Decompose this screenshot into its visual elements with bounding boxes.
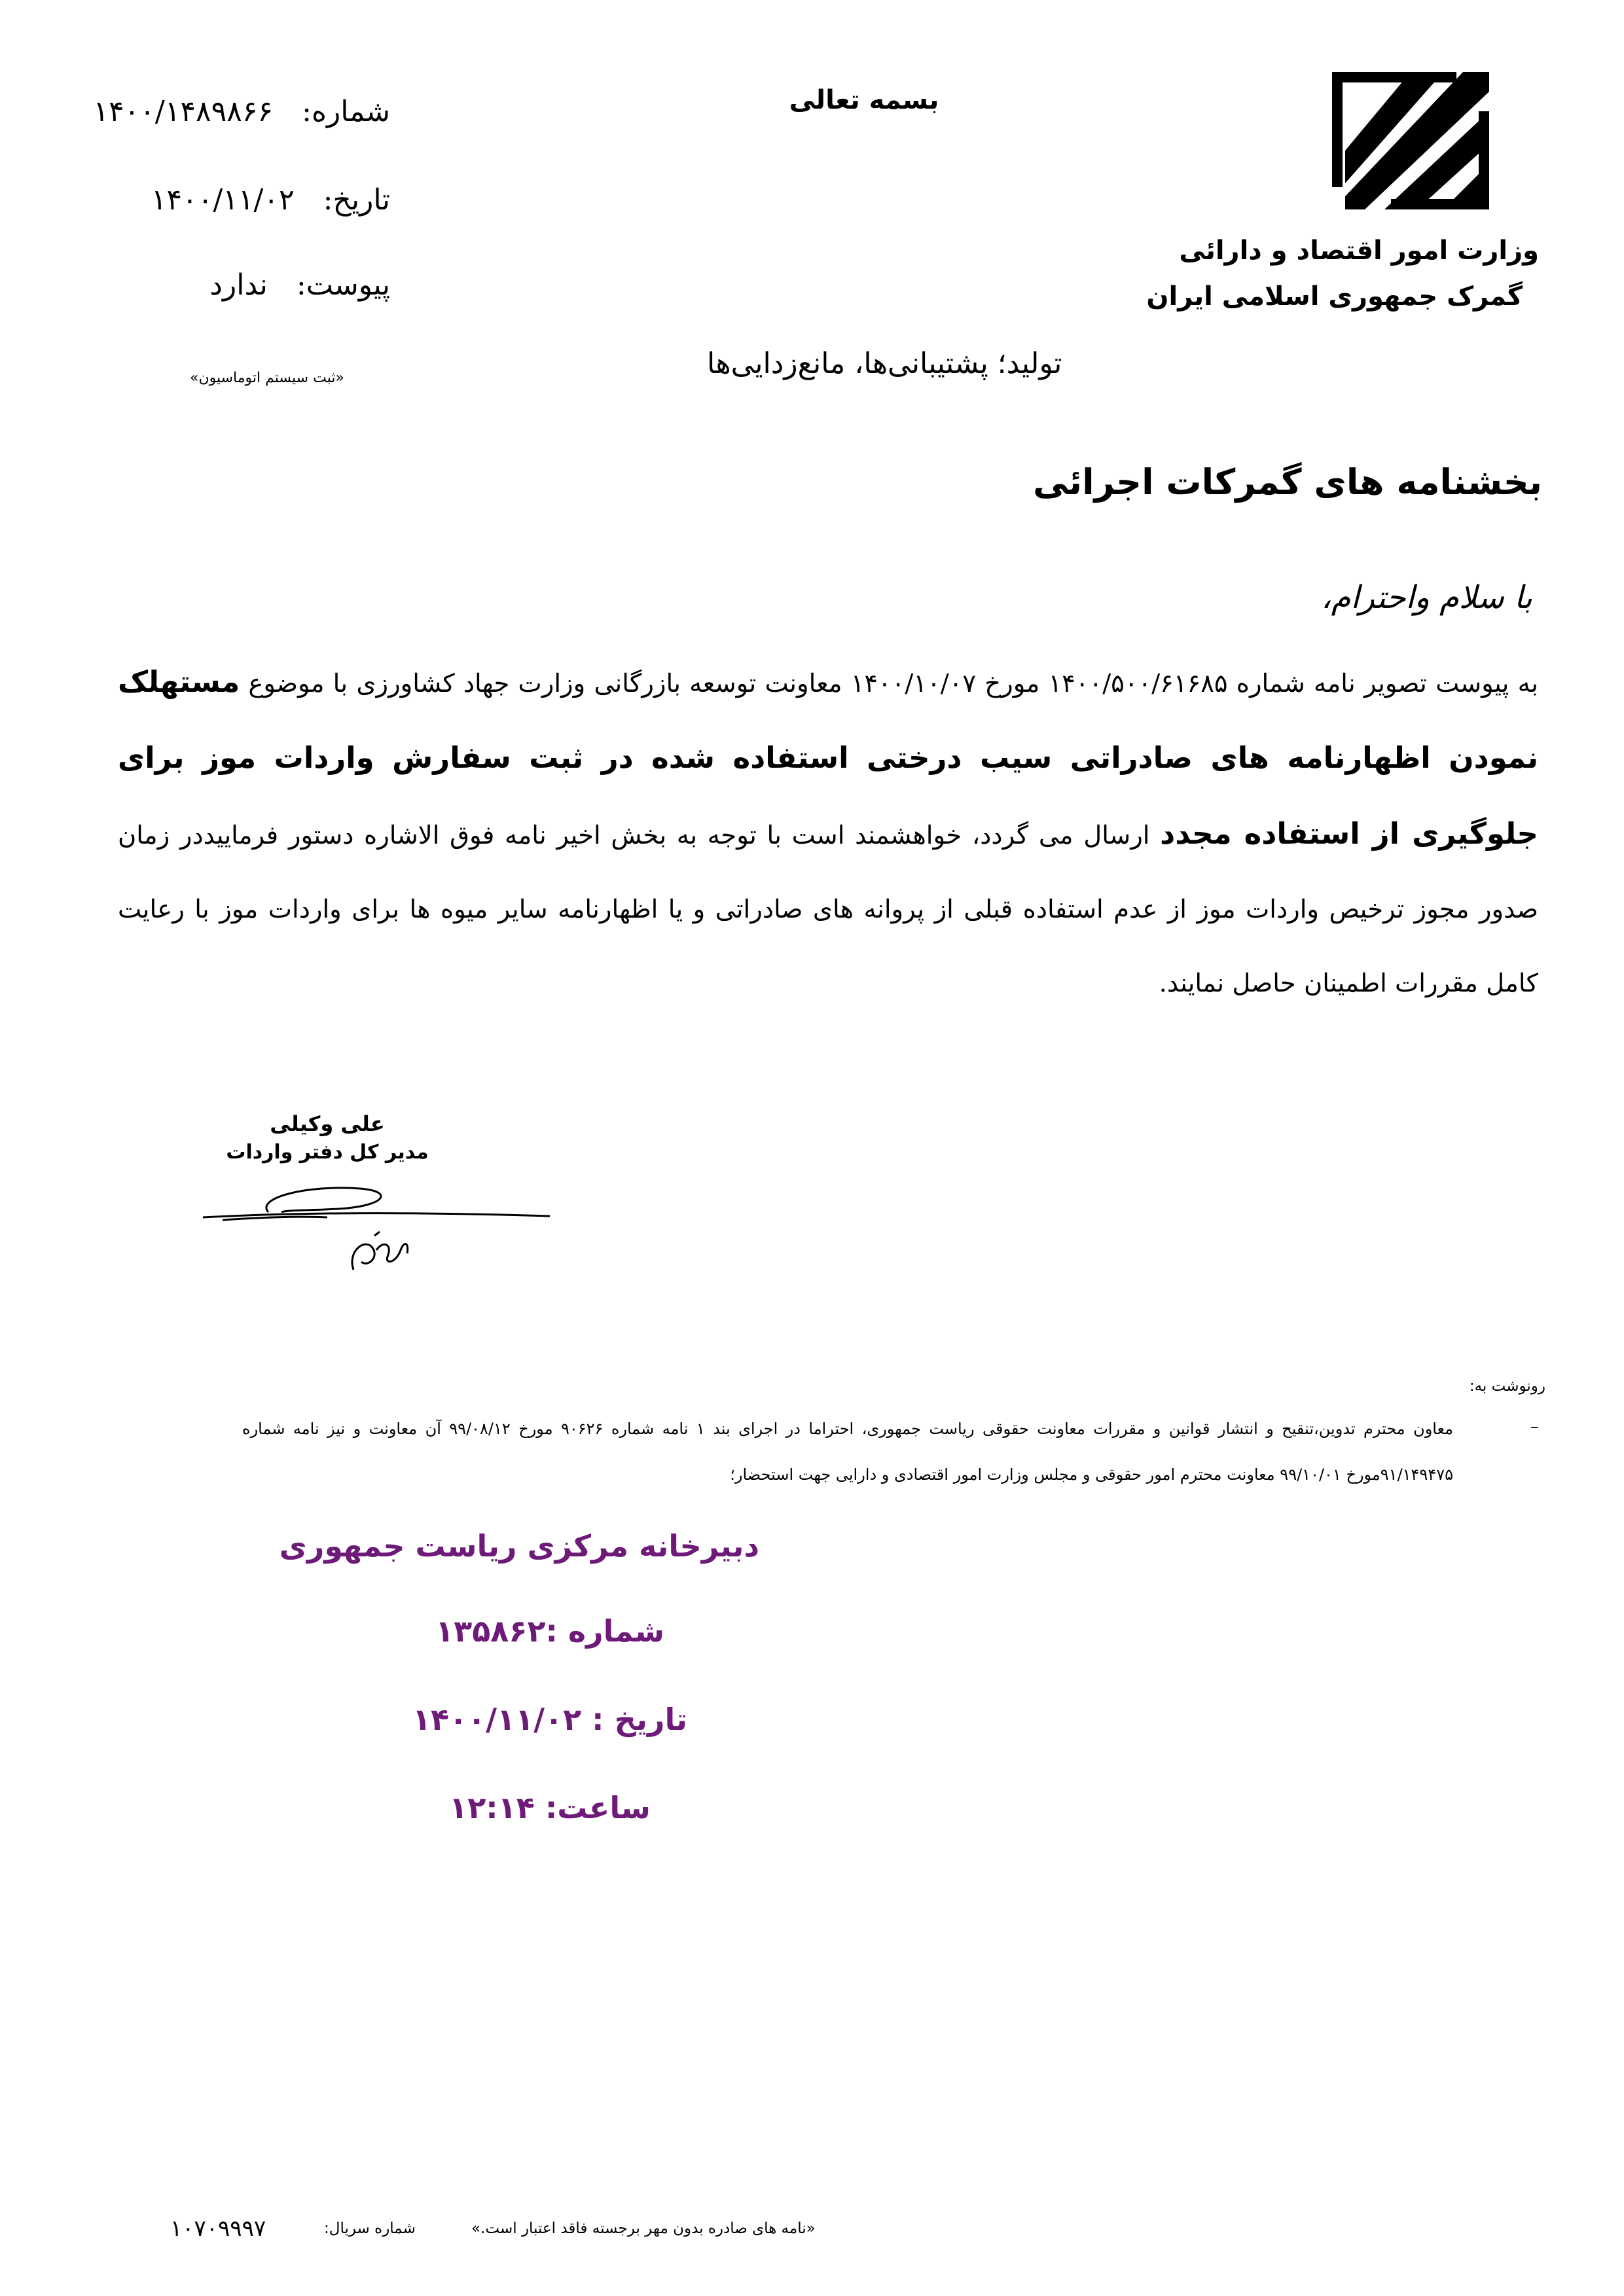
ministry-name: وزارت امور اقتصاد و دارائی [1179,236,1539,266]
classification-slogan: تولید؛ پشتیبانی‌ها، مانع‌زدایی‌ها [707,347,1062,380]
attachment-label: پیوست: [296,268,390,302]
footer-serial-label: شماره سریال: [324,2220,416,2237]
stamp-title: دبیرخانه مرکزی ریاست جمهوری [279,1528,759,1564]
basmala: بسمه تعالی [789,85,939,115]
footer-serial-value: ۱۰۷۰۹۹۹۷ [170,2215,266,2242]
stamp-date: تاریخ : ۱۴۰۰/۱۱/۰۲ [412,1702,688,1737]
letter-number-row [93,95,390,128]
signer-block [196,1109,458,1167]
customs-name: گمرک جمهوری اسلامی ایران [1146,281,1523,312]
greeting: با سلام واحترام، [1321,579,1532,616]
automation-registration-note: «ثبت سیستم اتوماسیون» [190,370,344,386]
letter-body [118,645,1538,1020]
attachment-value: ندارد [209,268,268,302]
handwritten-signature [196,1172,563,1276]
iran-customs-logo-icon [1332,72,1489,209]
body-part-1: به پیوست تصویر نامه شماره ۱۴۰۰/۵۰۰/۶۱۶۸۵ مورخ ۱۴۰۰/۱۰/۰۷ معاونت توسعه بازرگانی وزارت جهاد کشاورزی با موضوع [240,669,1538,698]
footer-validity-note: «نامه های صادره بدون مهر برجسته فاقد اعتبار است.» [471,2220,816,2237]
body-part-2: ارسال می گردد، خواهشمند است با توجه به بخش اخیر نامه فوق الاشاره دستور فرمایید‌در زمان صدور مجوز ترخیص واردات موز از عدم استفاده قبلی از پروانه های صادراتی و یا اظهارنامه سایر میوه ها برای واردات موز با رعایت کامل مقررات اطمینان حاصل نمایند. [118,821,1538,998]
body-subject: مستهلک نمودن اظهارنامه های صادراتی سیب درختی استفاده شده در ثبت سفارش واردات موز برای جلوگیری از استفاده مجدد [118,664,1538,851]
signer-name: علی وکیلی [270,1111,385,1136]
cc-title: رونوشت به: [1469,1378,1545,1395]
page-title: بخشنامه های گمرکات اجرائی [1033,461,1542,503]
letter-date-value: ۱۴۰۰/۱۱/۰۲ [151,183,295,217]
signer-title: مدیر کل دفتر واردات [226,1141,429,1164]
letter-number-value: ۱۴۰۰/۱۴۸۹۸۶۶ [93,95,274,128]
letter-number-label: شماره: [302,95,390,128]
attachment-row [209,268,390,302]
cc-recipient-text: معاون محترم تدوین،تنقیح و انتشار قوانین و مقررات معاونت حقوقی ریاست جمهوری، احتراما در اجرای بند ۱ نامه شماره ۹۰۶۲۶ مورخ ۹۹/۰۸/۱۲ آن معاونت و نیز نامه شماره ۹۱/۱۴۹۴۷۵مورخ ۹۹/۱۰/۰۱ معاونت محترم امور حقوقی و مجلس وزارت امور اقتصادی و دارایی جهت استحضار؛ [242,1420,1454,1484]
stamp-number: شماره :۱۳۵۸۶۲ [435,1613,664,1649]
letter-date-row [151,183,390,217]
cc-bullet: – [1530,1417,1539,1437]
stamp-time: ساعت: ۱۲:۱۴ [449,1790,651,1825]
letter-date-label: تاریخ: [323,183,390,217]
